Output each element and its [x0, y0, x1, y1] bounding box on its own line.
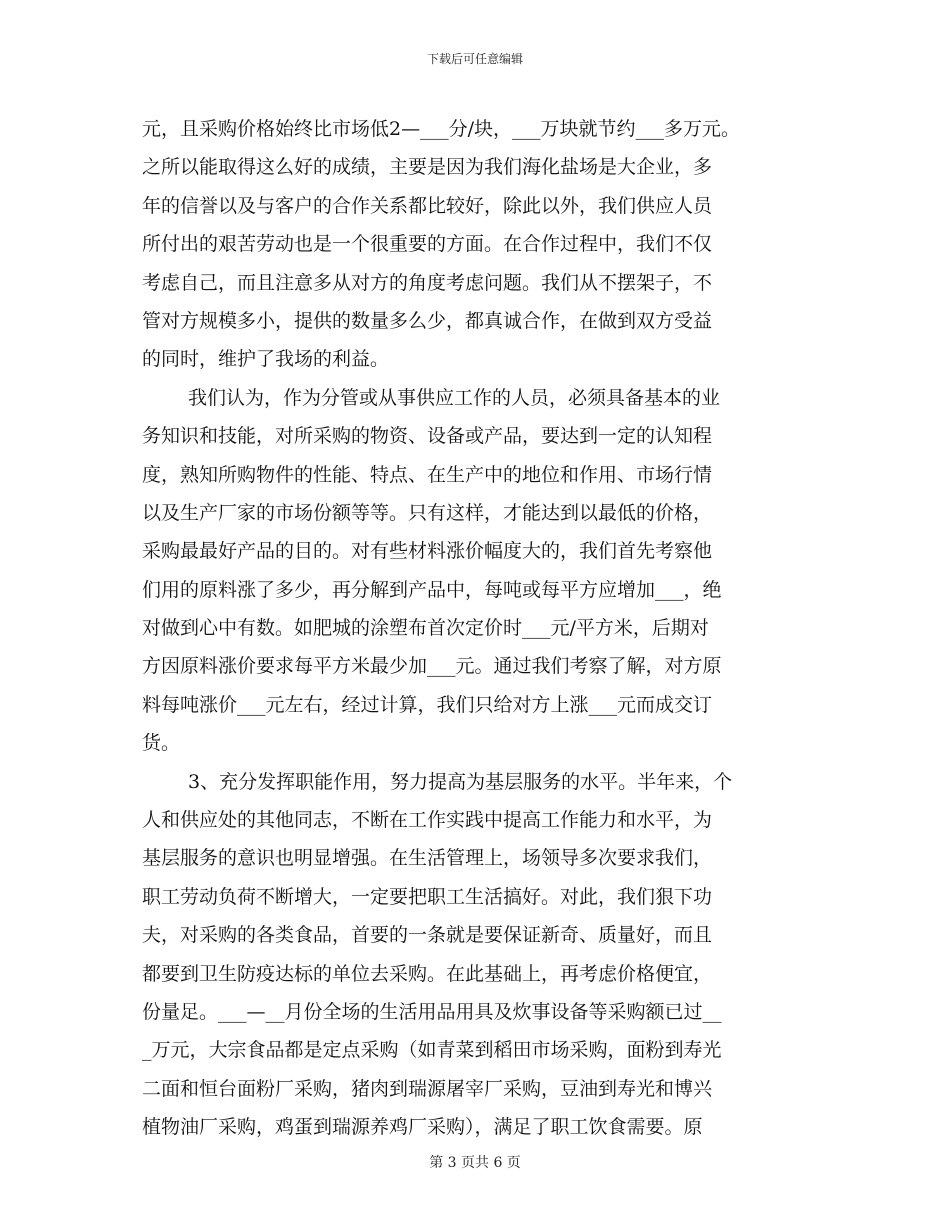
text-line: 对做到心中有数。如肥城的涂塑布首次定价时___元/平方米，后期对	[142, 617, 709, 640]
text-line: 夫，对采购的各类食品，首要的一条就是要保证新奇、质量好，而且	[142, 924, 713, 947]
text-line: 所付出的艰苦劳动也是一个很重要的方面。在合作过程中，我们不仅	[142, 233, 713, 256]
text-line: 料每吨涨价___元左右，经过计算，我们只给对方上涨___元而成交订	[142, 693, 713, 716]
text-line: 管对方规模多小，提供的数量多么少，都真诚合作，在做到双方受益	[142, 309, 713, 332]
text-line: _万元，大宗食品都是定点采购（如青菜到稻田市场采购，面粉到寿光	[142, 1039, 722, 1062]
text-line: 二面和恒台面粉厂采购，猪肉到瑞源屠宰厂采购，豆油到寿光和博兴	[142, 1077, 713, 1100]
document-body	[142, 110, 842, 1147]
text-line: 人和供应处的其他同志，不断在工作实践中提高工作能力和水平，为	[142, 809, 713, 832]
paragraph-start-line: 我们认为，作为分管或从事供应工作的人员，必须具备基本的业	[188, 386, 721, 409]
text-line: 度，熟知所购物件的性能、特点、在生产中的地位和作用、市场行情	[142, 463, 713, 486]
text-line: 份量足。___—__月份全场的生活用品用具及炊事设备等采购额已过__	[142, 1000, 722, 1023]
text-line: 元，且采购价格始终比市场低2—___分/块，___万块就节约___多万元。	[142, 118, 740, 140]
page-header: 下载后可任意编辑	[426, 52, 523, 66]
text-line: 基层服务的意识也明显增强。在生活管理上，场领导多次要求我们，	[142, 847, 713, 870]
text-line: 务知识和技能，对所采购的物资、设备或产品，要达到一定的认知程	[142, 425, 713, 448]
text-line: 货。	[142, 732, 181, 755]
text-line: 考虑自己，而且注意多从对方的角度考虑问题。我们从不摆架子，不	[142, 271, 713, 294]
text-line: 方因原料涨价要求每平方米最少加___元。通过我们考察了解，对方原	[142, 655, 722, 678]
text-line: 职工劳动负荷不断增大，一定要把职工生活搞好。对此，我们狠下功	[142, 885, 713, 908]
text-line: 植物油厂采购，鸡蛋到瑞源养鸡厂采购），满足了职工饮食需要。原	[142, 1116, 703, 1139]
text-line: 都要到卫生防疫达标的单位去采购。在此基础上，再考虑价格便宜，	[142, 962, 713, 985]
text-line: 们用的原料涨了多少，再分解到产品中，每吨或每平方应增加___，绝	[142, 578, 722, 601]
text-line: 之所以能取得这么好的成绩，主要是因为我们海化盐场是大企业，多	[142, 156, 713, 179]
text-line: 采购最最好产品的目的。对有些材料涨价幅度大的，我们首先考察他	[142, 540, 713, 563]
text-line: 以及生产厂家的市场份额等等。只有这样，才能达到以最低的价格，	[142, 501, 713, 524]
text-line: 年的信誉以及与客户的合作关系都比较好，除此以外，我们供应人员	[142, 194, 713, 217]
text-line: 的同时，维护了我场的利益。	[142, 348, 390, 371]
page-footer: 第 3 页共 6 页	[429, 1155, 521, 1171]
paragraph-start-line: 3、充分发挥职能作用，努力提高为基层服务的水平。半年来，个	[188, 770, 733, 793]
